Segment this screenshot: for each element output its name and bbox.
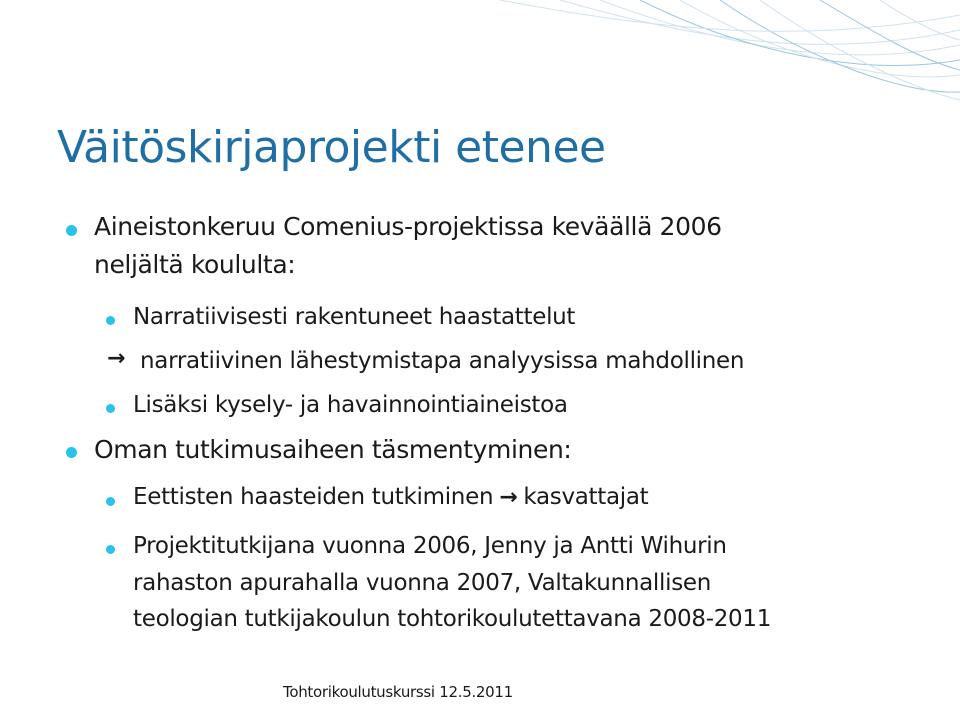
sub-bullet-interviews: Narratiivisesti rakentuneet haastattelut xyxy=(133,304,576,330)
slide-title: Väitöskirjaprojekti etenee xyxy=(57,122,606,173)
arrow-right-icon: → xyxy=(499,485,518,510)
bullet-1-line-1: Aineistonkeruu Comenius-projektissa keväällä 2006 xyxy=(94,212,722,241)
slide-footer: Tohtorikoulutuskurssi 12.5.2011 xyxy=(283,683,513,701)
sub-bullet-narrative-approach: narratiivinen lähestymistapa analyysissa mahdollinen xyxy=(140,348,745,374)
sub-bullet-survey-observation: Lisäksi kysely- ja havainnointiaineistoa xyxy=(133,392,568,418)
educators-text: kasvattajat xyxy=(523,484,649,510)
sub-bullet-funding-line-3: teologian tutkijakoulun tohtorikoulutettavana 2008-2011 xyxy=(133,606,772,632)
decorative-wave-lines xyxy=(0,0,960,110)
bullet-dot-icon xyxy=(106,404,115,413)
ethics-text: Eettisten haasteiden tutkiminen xyxy=(133,484,494,510)
bullet-2-line-1: Oman tutkimusaiheen täsmentyminen: xyxy=(94,435,572,464)
bullet-dot-icon xyxy=(66,225,77,236)
sub-bullet-funding-line-2: rahaston apurahalla vuonna 2007, Valtakunnallisen xyxy=(133,570,711,596)
bullet-1-line-2: neljältä koululta: xyxy=(94,250,296,279)
arrow-right-icon: → xyxy=(107,346,126,371)
bullet-dot-icon xyxy=(106,316,115,325)
sub-bullet-ethics-research xyxy=(133,484,648,510)
bullet-dot-icon xyxy=(66,447,77,458)
sub-bullet-funding-line-1: Projektitutkijana vuonna 2006, Jenny ja Antti Wihurin xyxy=(133,533,727,559)
bullet-dot-icon xyxy=(106,497,115,506)
bullet-dot-icon xyxy=(106,545,115,554)
